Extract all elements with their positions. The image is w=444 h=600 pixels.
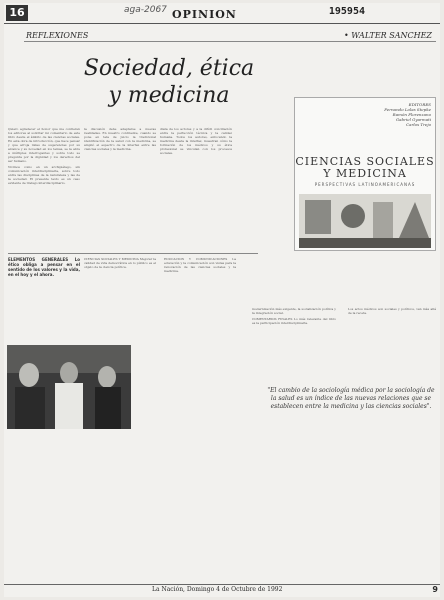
book-subtitle: PERSPECTIVAS LATINOAMERICANAS: [314, 182, 416, 187]
book-cover: [294, 97, 436, 251]
page-footer: [4, 584, 440, 597]
page-header: [4, 3, 440, 24]
text-column-3: diata de los actores y a la difícil conciliación entre la perfección técnica y la calidez humana. Todos los autores, enfocando la medicina desde la interfaz, muestran cómo la formación de los médicos y su ética profesional se vinculan con los procesos sociales.: [160, 127, 232, 155]
text-column-6: EDUCACION Y COMUNICACIONES La educación y la comunicación son vistas para la renovación de las ciencias sociales y la medicina.: [164, 257, 236, 273]
pull-quote: "El cambio de la sociología médica por la sociología de la salud es un índice de las nuevas relaciones que se establecen entre la medicina y las ciencias sociales".: [267, 387, 435, 410]
mid-rule: [8, 253, 258, 254]
footer-page-number: 9: [432, 585, 438, 594]
section-title: OPINION: [172, 8, 237, 21]
text-column-2: la discusión debe adaptarse a nuevas realidades. En nuestro continente, cuando se pone en tela de juicio la tradicional identificación de la salud con la medicina, se amplió el espectro de la interfaz entre las ciencias sociales y la medicina.: [84, 127, 156, 151]
newspaper-page: [4, 3, 440, 597]
book-cover-illustration: [299, 194, 431, 248]
book-title: CIENCIAS SOCIALES Y MEDICINA: [295, 155, 435, 180]
text-column-8: Los actos médicos son sociales y políticos, van más allá de la receta.: [348, 307, 436, 315]
text-column-4: ELEMENTOS GENERALES Lo ético obliga a pensar en el sentido de los valores y la vida, en el hoy y el ahora.: [8, 257, 80, 277]
text-column-1: Quiero agradecer el honor que me confieren los editores al solicitar mi comentario de este libro desde el ámbito de las ciencias sociales. En esta obra de introducción, que hace pensar y que arroja miles de sugerencias por su alcance y su novedad en los temas, se la abre a múltiples interrogantes y sobre todo se pregunta por la dignidad y los derechos del ser humano. Vivimos como en un archipiélago, sin comunicación interdisciplinaria, sobre todo entre las disciplinas de la naturaleza y las de la sociedad. El presente texto es un caso evidente de trabajo interdisciplinario.: [8, 127, 80, 185]
footer-caption: La Nación, Domingo 4 de Octubre de 1992: [152, 586, 283, 593]
handwritten-note: aga-2067: [124, 5, 167, 15]
article-code: 195954: [328, 6, 365, 17]
kicker-reflexiones: REFLEXIONES: [26, 31, 89, 40]
author-byline: • WALTER SANCHEZ: [343, 31, 432, 40]
page-number: 16: [6, 5, 28, 21]
meeting-photo: [7, 345, 131, 429]
book-editors: EDITORES Fernando Lolas Stepke Ramón Florenzano Gabriel Gyarmati Carlos Trejo: [384, 102, 431, 127]
text-column-5: CIENCIAS SOCIALES Y MEDICINA Mejorar la calidad de vida democrática en lo público es el objeto de la ciencia política.: [84, 257, 156, 269]
article-title: Sociedad, ética y medicina: [83, 56, 255, 108]
text-column-7: modernización más exigente, la socialización política y la integración social. COMENTARIOS FINALES Lo más relevante del libro es la participación interdisciplinaria.: [252, 307, 336, 325]
kicker-rule: [24, 41, 436, 42]
